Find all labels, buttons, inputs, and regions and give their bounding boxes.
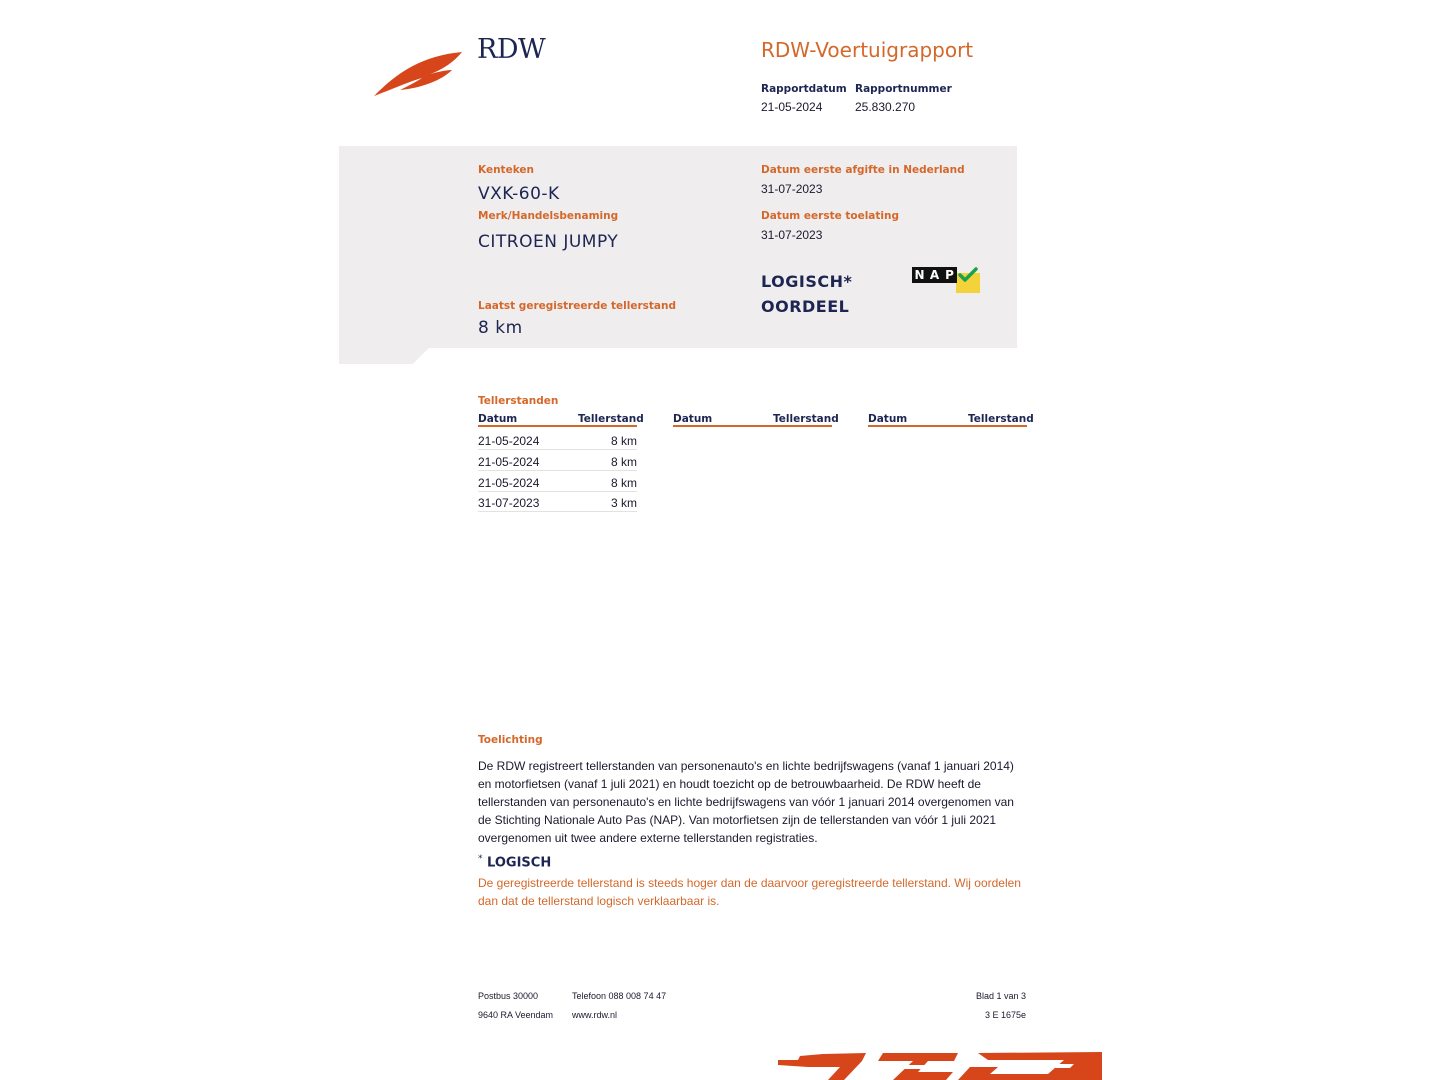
vehicle-panel	[339, 146, 1017, 348]
col3-header-line	[868, 425, 1027, 427]
footer-plaats: 9640 RA Veendam	[478, 1010, 554, 1020]
rapportnummer-value: 25.830.270	[855, 100, 916, 114]
vehicle-panel-tail	[339, 348, 429, 364]
row-km: 8 km	[610, 434, 637, 448]
rdw-logo-text: RDW	[477, 34, 546, 65]
footer-blad: Blad 1 van 3	[975, 991, 1026, 1001]
row-km: 8 km	[610, 476, 637, 490]
row-datum: 31-07-2023	[478, 496, 540, 510]
toelichting-title: Toelichting	[478, 734, 543, 746]
toelichting-text: De RDW registreert tellerstanden van personenauto's en lichte bedrijfswagens (vanaf 1 januari 2014) en motorfietsen (vanaf 1 juli 2021) en houdt toezicht op de betrouwbaarheid. De RDW heeft de tellerstanden van personenauto's en lichte bedrijfswagens van vóór 1 januari 2014 overgenomen van de Stichting Nationale Auto Pas (NAP). Van motorfietsen zijn de tellerstanden van vóór 1 juli 2021 overgenomen uit twee andere externe tellerstanden registraties.	[478, 759, 1014, 845]
rapportdatum-value: 21-05-2024	[761, 100, 823, 114]
col1-datum-header: Datum	[478, 413, 518, 425]
merk-value: CITROEN JUMPY	[478, 232, 619, 252]
kenteken-label: Kenteken	[478, 164, 534, 176]
col2-header-line	[673, 425, 832, 427]
rapportdatum-label: Rapportdatum	[761, 83, 847, 95]
oordeel-line2: OORDEEL	[761, 297, 850, 316]
rapportnummer-label: Rapportnummer	[855, 83, 952, 95]
rdw-logo	[372, 34, 552, 104]
nap-letter-n: N	[912, 267, 927, 283]
table-row	[478, 471, 637, 492]
footer-stripes-graphic	[778, 1050, 1102, 1080]
report-title: RDW-Voertuigrapport	[761, 38, 974, 62]
rdw-feather-icon	[372, 48, 464, 98]
col1-tellerstand-header: Tellerstand	[578, 413, 644, 425]
afgifte-label: Datum eerste afgifte in Nederland	[761, 164, 965, 176]
table-row	[478, 450, 637, 471]
tellerstanden-title: Tellerstanden	[478, 395, 559, 407]
footer-web[interactable]: www.rdw.nl	[572, 1010, 618, 1020]
logisch-title: LOGISCH	[487, 855, 552, 871]
logisch-heading	[478, 854, 551, 870]
footer-telefoon: Telefoon 088 008 74 47	[572, 991, 667, 1001]
col3-tellerstand-header: Tellerstand	[968, 413, 1034, 425]
row-datum: 21-05-2024	[478, 455, 540, 469]
row-datum: 21-05-2024	[478, 434, 540, 448]
table-row	[478, 429, 637, 450]
row-datum: 21-05-2024	[478, 476, 540, 490]
nap-badge	[912, 267, 980, 293]
col2-tellerstand-header: Tellerstand	[773, 413, 839, 425]
footer-postbus: Postbus 30000	[478, 991, 539, 1001]
toelating-value: 31-07-2023	[761, 228, 823, 242]
table-row	[478, 491, 637, 512]
logisch-star: *	[478, 854, 483, 864]
toelating-label: Datum eerste toelating	[761, 210, 900, 222]
merk-label: Merk/Handelsbenaming	[478, 210, 619, 222]
afgifte-value: 31-07-2023	[761, 182, 823, 196]
nap-letter-p: P	[942, 267, 957, 283]
row-km: 8 km	[610, 455, 637, 469]
row-km: 3 km	[610, 496, 637, 510]
footer-code: 3 E 1675e	[984, 1010, 1026, 1020]
check-icon	[958, 267, 978, 283]
tellerstand-value: 8 km	[478, 318, 523, 338]
logisch-text: De geregistreerde tellerstand is steeds hoger dan de daarvoor geregistreerde tellerstand. Wij oordelen dan dat de tellerstand logisch verklaarbaar is.	[478, 876, 1021, 908]
nap-letter-a: A	[927, 267, 942, 283]
kenteken-value: VXK-60-K	[478, 184, 560, 204]
col1-header-line	[478, 425, 637, 427]
col2-datum-header: Datum	[673, 413, 713, 425]
tellerstand-label: Laatst geregistreerde tellerstand	[478, 300, 677, 312]
oordeel-line1: LOGISCH*	[761, 272, 853, 291]
col3-datum-header: Datum	[868, 413, 908, 425]
